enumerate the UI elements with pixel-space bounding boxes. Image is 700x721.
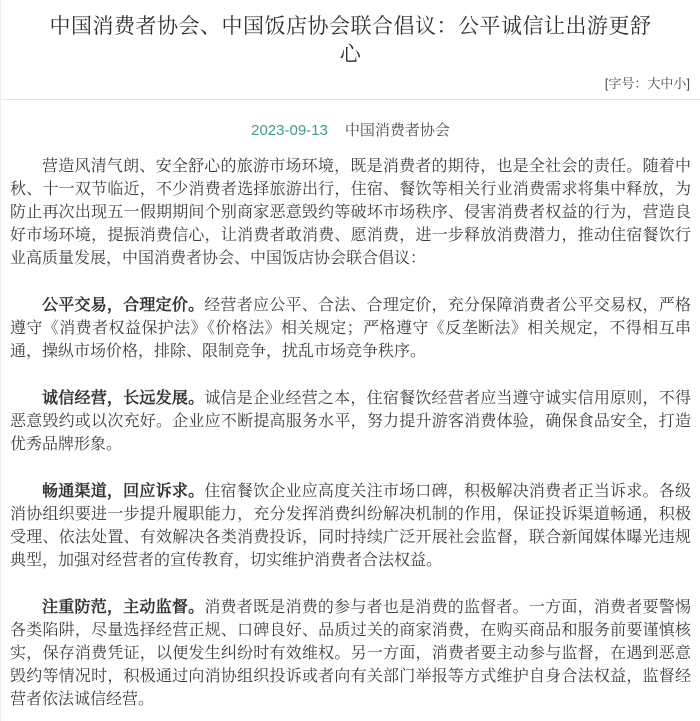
font-size-large-button[interactable]: 大 <box>647 76 661 91</box>
paragraph-lead: 注重防范，主动监督。 <box>42 599 205 616</box>
paragraph-intro <box>10 155 691 270</box>
paragraph-lead: 诚信经营，长远发展。 <box>42 390 205 407</box>
font-size-prefix: [字号： <box>604 76 648 91</box>
paragraph-text: 营造风清气朗、安全舒心的旅游市场环境，既是消费者的期待，也是全社会的责任。随着中秋、十一双节临近，不少消费者选择旅游出行，住宿、餐饮等相关行业消费需求将集中释放，为防止再次出现五一假期期间个别商家恶意毁约等破坏市场秩序、侵害消费者权益的行为，营造良好市场环境，提振消费信心，让消费者敢消费、愿消费，进一步释放消费潜力，推动住宿餐饮行业高质量发展，中国消费者协会、中国饭店协会联合倡议： <box>10 158 691 267</box>
font-size-control <box>1 69 700 100</box>
paragraph-prevention-supervision <box>10 596 691 711</box>
paragraph-lead: 公平交易，合理定价。 <box>42 297 205 314</box>
paragraph-fair-trade <box>10 294 691 363</box>
article-body <box>1 153 700 721</box>
publish-date: 2023-09-13 <box>251 122 328 139</box>
paragraph-text: 经营者应公平、合法、合理定价，充分保障消费者公平交易权，严格遵守《消费者权益保护法》《价格法》相关规定；严格遵守《反垄断法》相关规定，不得相互串通，操纵市场价格，排除、限制竞争，扰乱市场竞争秩序。 <box>10 297 691 360</box>
paragraph-lead: 畅通渠道，回应诉求。 <box>42 483 205 500</box>
publish-source: 中国消费者协会 <box>344 122 450 139</box>
page-title: 中国消费者协会、中国饭店协会联合倡议：公平诚信让出游更舒心 <box>49 15 652 66</box>
article-meta <box>1 100 700 153</box>
font-size-suffix: ] <box>686 76 690 91</box>
paragraph-text: 消费者既是消费的参与者也是消费的监督者。一方面，消费者要警惕各类陷阱，尽量选择经营正规、口碑良好、品质过关的商家消费，在购买商品和服务前要谨慎核实，保存消费凭证，以便发生纠纷时有效维权。另一方面，消费者要主动参与监督，在遇到恶意毁约等情况时，积极通过向消协组织投诉或者向有关部门举报等方式维护自身合法权益，监督经营者依法诚信经营。 <box>10 599 691 708</box>
paragraph-text: 住宿餐饮企业应高度关注市场口碑，积极解决消费者正当诉求。各级消协组织要进一步提升履职能力，充分发挥消费纠纷解决机制的作用，保证投诉渠道畅通，积极受理、依法处置、有效解决各类消费投诉，同时持续广泛开展社会监督，联合新闻媒体曝光违规典型，加强对经营者的宣传教育，切实维护消费者合法权益。 <box>10 483 691 569</box>
paragraph-open-channels <box>10 480 691 572</box>
paragraph-text: 诚信是企业经营之本，住宿餐饮经营者应当遵守诚实信用原则，不得恶意毁约或以次充好。企业应不断提高服务水平，努力提升游客消费体验，确保食品安全，打造优秀品牌形象。 <box>10 390 691 453</box>
font-size-small-button[interactable]: 小 <box>673 76 687 91</box>
font-size-medium-button[interactable]: 中 <box>660 76 674 91</box>
paragraph-honest-operation <box>10 387 691 456</box>
